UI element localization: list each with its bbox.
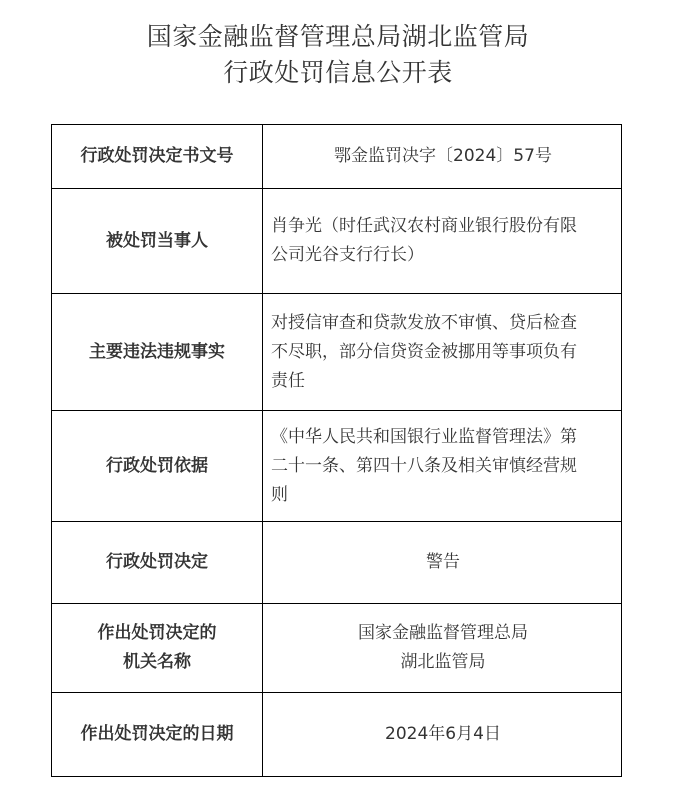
value-text: 二十一条、第四十八条及相关审慎经营规 (271, 455, 577, 476)
row-value (263, 411, 622, 522)
table-row-authority-name (52, 604, 622, 693)
value-text: 警告 (426, 552, 460, 572)
row-value (263, 693, 622, 777)
value-text: 则 (271, 484, 288, 505)
row-label (52, 604, 263, 693)
label-text: 主要违法违规事实 (89, 341, 225, 362)
table-row-penalty-decision (52, 522, 622, 604)
value-text: 2024年6月4日 (385, 724, 501, 744)
row-label (52, 189, 263, 294)
row-value (263, 522, 622, 604)
row-label (52, 294, 263, 411)
row-value (263, 125, 622, 189)
row-label (52, 125, 263, 189)
value-text: 鄂金监罚决字〔2024〕57号 (334, 146, 552, 166)
value-text: 湖北监管局 (400, 652, 486, 672)
table-row-penalized-party (52, 189, 622, 294)
label-text: 机关名称 (123, 652, 191, 672)
row-value (263, 604, 622, 693)
value-text: 不尽职，部分信贷资金被挪用等事项负有 (271, 341, 577, 362)
label-text: 行政处罚决定书文号 (80, 146, 234, 166)
value-text: 国家金融监督管理总局 (358, 623, 528, 643)
penalty-info-table (51, 124, 622, 777)
page-title: 国家金融监督管理总局湖北监管局 (146, 22, 530, 51)
label-text: 行政处罚决定 (106, 552, 208, 572)
label-text: 作出处罚决定的 (97, 623, 217, 643)
label-text: 作出处罚决定的日期 (80, 724, 234, 744)
row-value (263, 189, 622, 294)
row-value (263, 294, 622, 411)
value-text: 对授信审查和贷款发放不审慎、贷后检查 (271, 312, 577, 333)
row-label (52, 522, 263, 604)
value-text: 肖争光（时任武汉农村商业银行股份有限 (271, 216, 577, 236)
page-subtitle: 行政处罚信息公开表 (223, 58, 453, 87)
row-label (52, 411, 263, 522)
value-text: 公司光谷支行行长） (271, 245, 424, 265)
label-text: 被处罚当事人 (106, 230, 208, 251)
table-row-legal-basis (52, 411, 622, 522)
value-text: 责任 (271, 370, 305, 391)
table-row-decision-date (52, 693, 622, 777)
table-row-document-number (52, 125, 622, 189)
label-text: 行政处罚依据 (106, 455, 208, 476)
table-row-violation-facts (52, 294, 622, 411)
value-text: 《中华人民共和国银行业监督管理法》第 (271, 426, 577, 447)
row-label (52, 693, 263, 777)
